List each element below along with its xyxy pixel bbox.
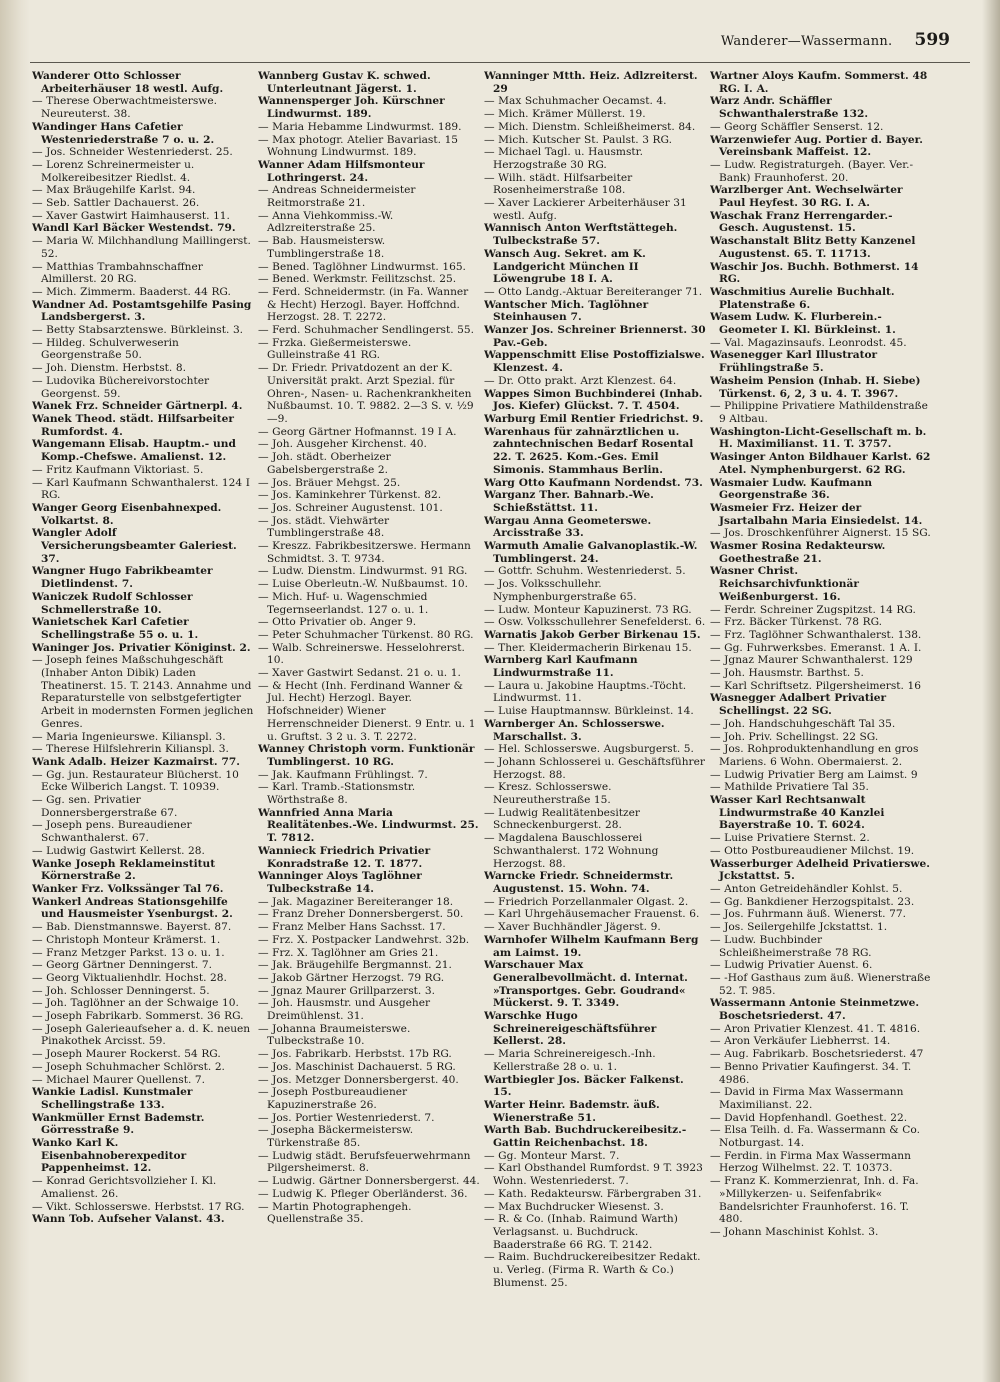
- directory-entry: — Aug. Fabrikarb. Boschetsriederst. 47: [710, 1048, 924, 1061]
- directory-entry: — Xaver Lackierer Arbeiterhäuser 31 westl. Aufg.: [484, 197, 687, 222]
- directory-entry: — Max Buchdrucker Wiesenst. 3.: [484, 1200, 664, 1213]
- directory-entry: — Franz Metzger Parkst. 13 o. u. 1.: [32, 946, 225, 959]
- directory-entry: — Joh. Schlosser Denningerst. 5.: [32, 984, 210, 997]
- directory-entry: Wasinger Anton Bildhauer Karlst. 62 Atel. Nymphenburgerst. 62 RG.: [710, 451, 931, 476]
- directory-entry: Warnberg Karl Kaufmann Lindwurmstraße 11.: [484, 654, 638, 680]
- directory-entry: Wasnegger Adalbert Privatier Schellingst. 22 SG.: [710, 692, 887, 718]
- column-4: [710, 70, 932, 1360]
- directory-entry: — Josepha Bäckermeistersw. Türkenstraße 85.: [258, 1124, 414, 1150]
- directory-entry: Warenhaus für zahnärztlichen u. zahntechnischen Bedarf Rosental 22. T. 2625. Kom.-Ges. Emil Simonis. Stammhaus Berlin.: [484, 425, 694, 476]
- directory-entry: Wangler Adolf Versicherungsbeamter Galeriest. 37.: [32, 527, 237, 565]
- directory-entry: — Jos. Volksschullehr. Nymphenburgerstraße 65.: [484, 578, 637, 603]
- directory-entry: Wann Tob. Aufseher Valanst. 43.: [32, 1213, 225, 1226]
- directory-entry: — Joh. Dienstm. Herbstst. 8.: [32, 362, 186, 375]
- directory-entry: — Bened. Werkmstr. Feilitzschst. 25.: [258, 273, 457, 286]
- directory-entry: — Philippine Privatiere Mathildenstraße 9 Altbau.: [710, 400, 928, 425]
- directory-entry: — Ferdin. in Firma Max Wassermann Herzog Wilhelmst. 22. T. 10373.: [710, 1149, 911, 1175]
- directory-entry: — Mich. Kutscher St. Paulst. 3 RG.: [484, 133, 672, 146]
- directory-entry: Warmuth Amalie Galvanoplastik.-W. Tumblingerst. 24.: [484, 540, 698, 565]
- directory-entry: — Jos. Maschinist Dachauerst. 5 RG.: [258, 1060, 456, 1073]
- directory-entry: — Mich. Huf- u. Wagenschmied Tegernseerlandst. 127 o. u. 1.: [258, 590, 429, 616]
- directory-entry: — Otto Postbureaudiener Milchst. 19.: [710, 844, 915, 857]
- directory-entry: Wannieck Friedrich Privatier Konradstraße 12. T. 1877.: [258, 844, 431, 870]
- directory-entry: — Karl. Tramb.-Stationsmstr. Wörthstraße 8.: [258, 781, 416, 807]
- directory-entry: — Friedrich Porzellanmaler Olgast. 2.: [484, 895, 689, 908]
- directory-entry: — Georg Schäffler Senserst. 12.: [710, 120, 884, 133]
- directory-entry: — Wilh. städt. Hilfsarbeiter Rosenheimerstraße 108.: [484, 171, 633, 197]
- directory-entry: — Ferd. Schuhmacher Sendlingerst. 55.: [258, 324, 474, 337]
- directory-entry: — Frzka. Gießermeisterswe. Gulleinstraße 41 RG.: [258, 336, 412, 362]
- directory-entry: Warzlberger Ant. Wechselwärter Paul Heyfest. 30 RG. I. A.: [710, 184, 903, 210]
- directory-entry: — Bab. Dienstmannswe. Bayerst. 87.: [32, 921, 232, 934]
- directory-entry: Wappenschmitt Elise Postoffizialswe. Klenzest. 4.: [484, 349, 705, 375]
- directory-entry: — Joh. Priv. Schellingst. 22 SG.: [710, 730, 879, 743]
- directory-entry: — Joseph Galerieaufseher a. d. K. neuen Pinakothek Arcisst. 59.: [32, 1022, 251, 1048]
- directory-entry: — Ludovika Büchereivorstochter Georgenst. 59.: [32, 374, 210, 400]
- directory-entry: Wannisch Anton Werftstättegeh. Tulbeckstraße 57.: [484, 222, 678, 248]
- directory-entry: Wansch Aug. Sekret. am K. Landgericht München II Löwengrube 18 I. A.: [484, 247, 646, 286]
- directory-entry: — Bab. Hausmeistersw. Tumblingerstraße 18.: [258, 235, 386, 260]
- directory-entry: — Dr. Friedr. Privatdozent an der K. Universität prakt. Arzt Spezial. für Ohren-, Nasen- u. Rachenkrankheiten Nußbaumst. 10. T. 9882. 2—3 S. v. ½9—9.: [258, 362, 474, 425]
- column-2: [258, 70, 480, 1360]
- directory-entry: Wanietschek Karl Cafetier Schellingstraße 55 o. u. 1.: [32, 616, 199, 641]
- directory-entry: — Mich. Dienstm. Schleißheimerst. 84.: [484, 120, 696, 133]
- directory-entry: Wasem Ludw. K. Flurberein.-Geometer I. Kl. Bürkleinst. 1.: [710, 311, 896, 337]
- directory-entry: — Jos. Rohproduktenhandlung en gros Mariens. 6 Wohn. Obermaierst. 2.: [710, 743, 919, 768]
- directory-entry: — Joseph Maurer Rockerst. 54 RG.: [32, 1048, 221, 1061]
- directory-entry: — Peter Schuhmacher Türkenst. 80 RG.: [258, 628, 474, 641]
- directory-entry: Wasser Karl Rechtsanwalt Lindwurmstraße 40 Kanzlei Bayerstraße 10. T. 6024.: [710, 794, 885, 832]
- directory-entry: Wangemann Elisab. Hauptm.- und Komp.-Chefswe. Amalienst. 12.: [32, 438, 236, 464]
- directory-entry: Wanninger Mtth. Heiz. Adlzreiterst. 29: [484, 70, 698, 95]
- directory-entry: — Andreas Schneidermeister Reitmorstraße 21.: [258, 184, 416, 210]
- directory-entry: — Karl Schriftsetz. Pilgersheimerst. 16: [710, 679, 921, 692]
- directory-entry: — Lorenz Schreinermeister u. Molkereibesitzer Riedlst. 4.: [32, 158, 195, 184]
- directory-entry: — Jos. Fabrikarb. Herbstst. 17b RG.: [258, 1048, 452, 1061]
- page-edge-shadow: [982, 0, 1000, 1382]
- directory-entry: — Gg. Bankdiener Herzogspitalst. 23.: [710, 895, 915, 908]
- directory-entry: — Anton Getreidehändler Kohlst. 5.: [710, 883, 903, 895]
- directory-entry: Warschauer Max Generalbevollmächt. d. Internat. »Transportges. Gebr. Goudrand« Mückerst. 9. T. 3349.: [484, 959, 688, 1010]
- directory-entry: — Joh. Taglöhner an der Schwaige 10.: [32, 997, 239, 1010]
- directory-entry: Wandl Karl Bäcker Westendst. 79.: [32, 222, 236, 235]
- directory-entry: — Ludw. Registraturgeh. (Bayer. Ver.-Bank) Fraunhoferst. 20.: [710, 158, 914, 184]
- directory-entry: — Kath. Redakteursw. Färbergraben 31.: [484, 1187, 702, 1200]
- directory-entry: — Joh. städt. Oberheizer Gabelsbergerstraße 2.: [258, 451, 391, 476]
- directory-entry: Wasenegger Karl Illustrator Frühlingstraße 5.: [710, 349, 878, 375]
- directory-entry: Wank Adalb. Heizer Kazmairst. 77.: [32, 755, 240, 768]
- directory-entry: Wandner Ad. Postamtsgehilfe Pasing Landsbergerst. 3.: [32, 298, 252, 324]
- directory-entry: — Johann Schlosserei u. Geschäftsführer Herzogst. 88.: [484, 755, 705, 781]
- directory-entry: — Gg. sen. Privatier Donnersbergerstraße 67.: [32, 794, 178, 819]
- directory-entry: Wanner Adam Hilfsmonteur Lothringerst. 24.: [258, 158, 425, 184]
- directory-entry: — Joseph Schuhmacher Schlörst. 2.: [32, 1060, 225, 1073]
- directory-entry: Wargau Anna Geometerswe. Arcisstraße 33.: [484, 514, 652, 540]
- directory-entry: — Elsa Teilh. d. Fa. Wassermann & Co. Notburgast. 14.: [710, 1124, 920, 1150]
- directory-entry: — Dr. Otto prakt. Arzt Klenzest. 64.: [484, 374, 677, 387]
- directory-entry: — Joh. Ausgeher Kirchenst. 40.: [258, 438, 427, 451]
- directory-entry: Wartbiegler Jos. Bäcker Falkenst. 15.: [484, 1073, 684, 1099]
- directory-entry: — Joh. Handschuhgeschäft Tal 35.: [710, 717, 896, 730]
- directory-entry: Warg Otto Kaufmann Nordendst. 73.: [484, 476, 703, 489]
- directory-entry: — Mich. Krämer Müllerst. 19.: [484, 108, 646, 121]
- directory-entry: Warburg Emil Rentier Friedrichst. 9.: [484, 412, 704, 425]
- directory-entry: — Magdalena Bauschlosserei Schwanthalerst. 172 Wohnung Herzogst. 88.: [484, 832, 659, 870]
- directory-entry: — Jak. Magaziner Bereiteranger 18.: [258, 895, 454, 908]
- directory-entry: — Hildeg. Schulverweserin Georgenstraße 50.: [32, 336, 179, 362]
- directory-entry: — Ludwig Privatier Auenst. 6.: [710, 959, 873, 972]
- directory-entry: — Xaver Gastwirt Sedanst. 21 o. u. 1.: [258, 667, 461, 680]
- directory-entry: Warz Andr. Schäffler Schwanthalerstraße 132.: [710, 95, 869, 121]
- directory-entry: — Hel. Schlosserswe. Augsburgerst. 5.: [484, 743, 694, 756]
- directory-entry: — Otto Privatier ob. Anger 9.: [258, 616, 417, 629]
- directory-entry: — Ther. Kleidermacherin Birkenau 15.: [484, 641, 692, 654]
- directory-entry: — Martin Photographengeh. Quellenstraße 35.: [258, 1200, 412, 1226]
- directory-entry: Wangner Hugo Fabrikbeamter Dietlindenst. 7.: [32, 565, 213, 591]
- page-header: [480, 30, 950, 58]
- directory-entry: Waninger Jos. Privatier Königinst. 2.: [32, 641, 251, 654]
- directory-entry: Wanek Frz. Schneider Gärtnerpl. 4.: [32, 400, 243, 413]
- directory-entry: Wassermann Antonie Steinmetzwe. Boschetsriederst. 47.: [710, 997, 920, 1023]
- directory-entry: — Raim. Buchdruckereibesitzer Redakt. u. Verleg. (Firma R. Warth & Co.) Blumenst. 25.: [484, 1251, 701, 1289]
- directory-entry: — Kresz. Schlosserswe. Neureutherstraße 15.: [484, 781, 612, 807]
- directory-entry: Wasmer Rosina Redakteursw. Goethestraße 21.: [710, 540, 886, 565]
- directory-entry: — Ludw. Dienstm. Lindwurmst. 91 RG.: [258, 565, 468, 578]
- directory-entry: — Therese Hilfslehrerin Kilianspl. 3.: [32, 743, 229, 756]
- directory-entry: — Osw. Volksschullehrer Senefelderst. 6.: [484, 616, 706, 629]
- directory-entry: Wanney Christoph vorm. Funktionär Tumblingerst. 10 RG.: [258, 743, 475, 768]
- directory-entry: — Jos. Portier Westenriederst. 7.: [258, 1111, 435, 1124]
- directory-entry: — Frz. Taglöhner Schwanthalerst. 138.: [710, 628, 922, 641]
- directory-entry: Waniczek Rudolf Schlosser Schmellerstraße 10.: [32, 590, 193, 616]
- directory-entry: Warnhofer Wilhelm Kaufmann Berg am Laimst. 19.: [484, 933, 699, 959]
- directory-entry: — David in Firma Max Wassermann Maximilianst. 22.: [710, 1086, 904, 1111]
- directory-entry: — Maria Hebamme Lindwurmst. 189.: [258, 120, 462, 133]
- directory-entry: Warnatis Jakob Gerber Birkenau 15.: [484, 628, 701, 641]
- column-1: [32, 70, 254, 1360]
- directory-entry: Warncke Friedr. Schneidermstr. Augustenst. 15. Wohn. 74.: [484, 870, 674, 895]
- directory-entry: — Ludw. Buchbinder Schleißheimerstraße 78 RG.: [710, 933, 872, 959]
- directory-entry: — Georg Viktualienhdlr. Hochst. 28.: [32, 971, 227, 984]
- directory-entry: — Joseph Fabrikarb. Sommerst. 36 RG.: [32, 1010, 244, 1023]
- directory-entry: Waschanstalt Blitz Betty Kanzenel Augustenst. 65. T. 11713.: [710, 235, 916, 260]
- directory-entry: Wanko Karl K. Eisenbahnoberexpeditor Pappenheimst. 12.: [32, 1137, 187, 1175]
- directory-entry: — Michael Tagl. u. Hausmstr. Herzogstraße 30 RG.: [484, 146, 643, 171]
- directory-entry: Wankmüller Ernst Bademstr. Görresstraße 9.: [32, 1111, 205, 1137]
- directory-entry: — Ludwig K. Pfleger Oberländerst. 36.: [258, 1187, 468, 1200]
- running-head: Wanderer—Wassermann.: [720, 34, 893, 49]
- directory-entry: — Xaver Gastwirt Haimhauserst. 11.: [32, 209, 230, 222]
- directory-entry: Warter Heinr. Bademstr. äuß. Wienerstraße 51.: [484, 1098, 660, 1124]
- directory-entry: — Seb. Sattler Dachauerst. 26.: [32, 197, 200, 210]
- directory-entry: — Jos. Bräuer Mehgst. 25.: [258, 476, 401, 489]
- directory-entry: — Anna Viehkommiss.-W. Adlzreiterstraße 25.: [258, 209, 394, 235]
- directory-entry: — Betty Stabsarztenswe. Bürkleinst. 3.: [32, 324, 244, 337]
- directory-entry: — Maria Schreinereigesch.-Inh. Kellerstraße 28 o. u. 1.: [484, 1048, 656, 1073]
- directory-entry: Waschir Jos. Buchh. Bothmerst. 14 RG.: [710, 260, 919, 286]
- directory-entry: Warzenwiefer Aug. Portier d. Bayer. Vereinsbank Maffeist. 12.: [710, 133, 923, 159]
- directory-entry: Warth Bab. Buchdruckereibesitz.-Gattin Reichenbachst. 18.: [484, 1124, 687, 1150]
- directory-entry: — Ludw. Monteur Kapuzinerst. 73 RG.: [484, 603, 692, 616]
- directory-entry: Wanninger Aloys Taglöhner Tulbeckstraße 14.: [258, 870, 422, 895]
- directory-entry: — Val. Magazinsaufs. Leonrodst. 45.: [710, 336, 907, 349]
- directory-entry: — Jos. Kaminkehrer Türkenst. 82.: [258, 489, 442, 502]
- directory-entry: Wandinger Hans Cafetier Westenriederstraße 7 o. u. 2.: [32, 120, 215, 146]
- directory-entry: Warschke Hugo Schreinereigeschäftsführer Kellerst. 28.: [484, 1010, 657, 1048]
- directory-entry: — Ludwig Privatier Berg am Laimst. 9: [710, 768, 918, 781]
- directory-entry: Wasserburger Adelheid Privatierswe. Jckstattst. 5.: [710, 857, 930, 883]
- directory-entry: — Gg. Monteur Marst. 7.: [484, 1149, 620, 1162]
- directory-entry: — Jos. Droschkenführer Aignerst. 15 SG.: [710, 527, 931, 540]
- directory-entry: — Ferd. Schneidermstr. (in Fa. Wanner & Hecht) Herzogl. Bayer. Hoffchnd. Herzogst. 28. T. 2272.: [258, 285, 469, 324]
- directory-entry: — Karl Uhrgehäusemacher Frauenst. 6.: [484, 908, 700, 921]
- directory-entry: — Georg Gärtner Denningerst. 7.: [32, 959, 212, 972]
- directory-entry: — Vikt. Schlosserswe. Herbstst. 17 RG.: [32, 1200, 245, 1213]
- directory-entry: — Laura u. Jakobine Hauptms.-Töcht. Lindwurmst. 11.: [484, 679, 687, 705]
- directory-entry: — Jos. Fuhrmann äuß. Wienerst. 77.: [710, 908, 906, 921]
- directory-entry: — Matthias Trambahnschaffner Almillerst. 20 RG.: [32, 260, 203, 286]
- directory-entry: — Joseph feines Maßschuhgeschäft (Inhaber Anton Dibik) Laden Theatinerst. 15. T. 2143. Annahme und Reparaturstelle von selbstgefertigter Arbeit in modernsten Formen jeglichen Genres.: [32, 654, 254, 730]
- directory-entry: — Maria Ingenieurswe. Kilianspl. 3.: [32, 730, 226, 743]
- directory-entry: — Joh. Hausmstr. und Ausgeher Dreimühlenst. 31.: [258, 997, 431, 1023]
- directory-entry: Washeim Pension (Inhab. H. Siebe) Türkenst. 6, 2, 3 u. 4. T. 3967.: [710, 374, 921, 400]
- directory-entry: Wankie Ladisl. Kunstmaler Schellingstraße 133.: [32, 1086, 193, 1111]
- directory-entry: — Ferdr. Schreiner Zugspitzst. 14 RG.: [710, 603, 916, 616]
- directory-entry: Wasmeier Frz. Heizer der Jsartalbahn Maria Einsiedelst. 14.: [710, 501, 923, 527]
- directory-entry: — Kreszz. Fabrikbesitzerswe. Hermann Schmidtst. 3. T. 9734.: [258, 540, 471, 565]
- directory-entry: — Jakob Gärtner Herzogst. 79 RG.: [258, 971, 445, 984]
- directory-entry: — Gg. jun. Restaurateur Blücherst. 10 Ecke Wilberich Langst. T. 10939.: [32, 768, 239, 794]
- directory-entry: — Karl Obsthandel Rumfordst. 9 T. 3923 Wohn. Westenriederst. 7.: [484, 1162, 703, 1188]
- directory-entry: — Franz K. Kommerzienrat, Inh. d. Fa. »Millykerzen- u. Seifenfabrik« Bandelsrichter Fraunhoferst. 16. T. 480.: [710, 1175, 919, 1226]
- directory-entry: — Ludwig. Gärtner Donnersbergerst. 44.: [258, 1175, 480, 1188]
- directory-entry: Wappes Simon Buchbinderei (Inhab. Jos. Kiefer) Glückst. 7. T. 4504.: [484, 387, 703, 413]
- directory-entry: — Ludwig städt. Berufsfeuerwehrmann Pilgersheimerst. 8.: [258, 1149, 471, 1175]
- directory-entry: — Therese Oberwachtmeisterswe. Neureuterst. 38.: [32, 95, 217, 121]
- directory-entry: — R. & Co. (Inhab. Raimund Warth) Verlagsanst. u. Buchdruck. Baaderstraße 66 RG. T. 2142.: [484, 1213, 678, 1251]
- directory-entry: — Jos. Schreiner Augustenst. 101.: [258, 501, 443, 514]
- directory-entry: — Gottfr. Schuhm. Westenriederst. 5.: [484, 565, 686, 578]
- directory-entry: Warganz Ther. Bahnarb.-We. Schießstättst. 11.: [484, 489, 654, 514]
- column-3: [484, 70, 706, 1360]
- directory-entry: — Johanna Braumeisterswe. Tulbeckstraße 10.: [258, 1022, 411, 1048]
- directory-entry: — David Hopfenhandl. Goethest. 22.: [710, 1111, 908, 1124]
- directory-entry: — Mich. Zimmerm. Baaderst. 44 RG.: [32, 285, 231, 298]
- directory-entry: — Johann Maschinist Kohlst. 3.: [710, 1225, 879, 1238]
- directory-entry: Wanker Frz. Volkssänger Tal 76.: [32, 883, 224, 895]
- directory-entry: — Otto Landg.-Aktuar Bereiteranger 71.: [484, 285, 703, 298]
- directory-entry: — Jak. Bräugehilfe Bergmannst. 21.: [258, 959, 452, 972]
- directory-entry: — Fritz Kaufmann Viktoriast. 5.: [32, 463, 204, 476]
- directory-entry: — Jos. Seilergehilfe Jckstattst. 1.: [710, 921, 888, 934]
- directory-entry: — Max photogr. Atelier Bavariast. 15 Wohnung Lindwurmst. 189.: [258, 133, 459, 159]
- directory-entry: — Jos. städt. Viehwärter Tumblingerstraße 48.: [258, 514, 390, 540]
- directory-entry: — Max Bräugehilfe Karlst. 94.: [32, 184, 196, 197]
- directory-entry: Wasner Christ. Reichsarchivfunktionär Weißenburgerst. 16.: [710, 565, 859, 603]
- directory-entry: — Ludwig Realitätenbesitzer Schneckenburgerst. 28.: [484, 806, 640, 832]
- directory-entry: — Jak. Kaufmann Frühlingst. 7.: [258, 768, 428, 781]
- directory-entry: — Jos. Schneider Westenriederst. 25.: [32, 146, 233, 159]
- directory-entry: Wankerl Andreas Stationsgehilfe und Hausmeister Ysenburgst. 2.: [32, 895, 233, 921]
- directory-entry: Waschak Franz Herrengarder.-Gesch. Augustenst. 15.: [710, 209, 893, 235]
- directory-entry: Wanzer Jos. Schreiner Briennerst. 30 Pav.-Geb.: [484, 324, 706, 349]
- directory-entry: — Frz. X. Taglöhner am Gries 21.: [258, 946, 439, 959]
- directory-entry: Wantscher Mich. Taglöhner Steinhausen 7.: [484, 298, 649, 324]
- directory-entry: — Frz. Bäcker Türkenst. 78 RG.: [710, 616, 883, 629]
- directory-entry: — Christoph Monteur Krämerst. 1.: [32, 933, 221, 946]
- directory-entry: — Michael Maurer Quellenst. 7.: [32, 1073, 206, 1086]
- directory-entry: — -Hof Gasthaus zum äuß. Wienerstraße 52. T. 985.: [710, 971, 931, 997]
- directory-entry: — Aron Privatier Klenzest. 41. T. 4816.: [710, 1022, 921, 1035]
- directory-entry: Wanderer Otto Schlosser Arbeiterhäuser 18 westl. Aufg.: [32, 70, 224, 95]
- directory-entry: — Franz Dreher Donnersbergerst. 50.: [258, 908, 464, 921]
- directory-entry: Wannfried Anna Maria Realitätenbes.-We. Lindwurmst. 25. T. 7812.: [258, 806, 479, 845]
- directory-entry: — Ludwig Gastwirt Kellerst. 28.: [32, 844, 205, 857]
- header-rule: [30, 62, 970, 63]
- directory-entry: Wannensperger Joh. Kürschner Lindwurmst. 189.: [258, 95, 445, 121]
- directory-entry: — Joh. Hausmstr. Barthst. 5.: [710, 667, 864, 680]
- directory-entry: — Xaver Buchhändler Jägerst. 9.: [484, 921, 661, 934]
- page-gutter: [0, 0, 30, 1382]
- directory-entry: — Konrad Gerichtsvollzieher I. Kl. Amalienst. 26.: [32, 1175, 217, 1200]
- directory-entry: Wanek Theod. städt. Hilfsarbeiter Rumfordst. 4.: [32, 412, 234, 438]
- directory-entry: — Jgnaz Maurer Schwanthalerst. 129: [710, 654, 913, 667]
- directory-entry: — Jos. Metzger Donnersbergerst. 40.: [258, 1073, 459, 1086]
- directory-entry: — Joseph pens. Bureaudiener Schwanthalerst. 67.: [32, 819, 192, 845]
- directory-entry: Wartner Aloys Kaufm. Sommerst. 48 RG. I. A.: [710, 70, 928, 95]
- directory-entry: Washington-Licht-Gesellschaft m. b. H. Maximilianst. 11. T. 3757.: [710, 425, 927, 451]
- directory-entry: — Karl Kaufmann Schwanthalerst. 124 I RG.: [32, 476, 250, 502]
- directory-entry: Waschmitius Aurelie Buchhalt. Platenstraße 6.: [710, 285, 895, 311]
- directory-entry: — & Hecht (Inh. Ferdinand Wanner & Jul. Hecht) Herzogl. Bayer. Hofschneider) Wiener Herrenschneider Dienerst. 9 Entr. u. 1 u. Gruftst. 3 2 u. 3. T. 2272.: [258, 679, 476, 743]
- directory-entry: — Jgnaz Maurer Grillparzerst. 3.: [258, 984, 435, 997]
- directory-entry: Warnberger An. Schlosserswe. Marschallst. 3.: [484, 717, 665, 743]
- directory-entry: — Franz Melber Hans Sachsst. 17.: [258, 921, 446, 934]
- directory-entry: — Benno Privatier Kaufingerst. 34. T. 4986.: [710, 1060, 912, 1086]
- directory-entry: — Max Schuhmacher Oecamst. 4.: [484, 95, 667, 108]
- directory-entry: — Maria W. Milchhandlung Maillingerst. 52.: [32, 235, 251, 260]
- page-number: 599: [914, 30, 950, 50]
- directory-entry: — Georg Gärtner Hofmannst. 19 I A.: [258, 425, 457, 438]
- directory-entry: — Walb. Schreinerswe. Hesselohrerst. 10.: [258, 641, 465, 667]
- directory-entry: — Gg. Fuhrwerksbes. Emeranst. 1 A. I.: [710, 641, 922, 654]
- directory-entry: Wannberg Gustav K. schwed. Unterleutnant Jägerst. 1.: [258, 70, 431, 95]
- directory-entry: — Aron Verkäufer Liebherrst. 14.: [710, 1035, 891, 1048]
- directory-entry: — Luise Privatiere Sternst. 2.: [710, 832, 870, 845]
- directory-entry: — Mathilde Privatiere Tal 35.: [710, 781, 869, 794]
- directory-entry: — Frz. X. Postpacker Landwehrst. 32b.: [258, 933, 470, 946]
- directory-entry: — Joseph Postbureaudiener Kapuzinerstraße 26.: [258, 1086, 408, 1111]
- directory-entry: Wasmaier Ludw. Kaufmann Georgenstraße 36.: [710, 476, 873, 502]
- directory-entry: Wanger Georg Eisenbahnexped. Volkartst. 8.: [32, 501, 222, 527]
- directory-entry: — Luise Oberleutn.-W. Nußbaumst. 10.: [258, 578, 468, 591]
- directory-entry: — Bened. Taglöhner Lindwurmst. 165.: [258, 260, 466, 273]
- directory-entry: — Luise Hauptmannsw. Bürkleinst. 14.: [484, 705, 694, 718]
- directory-entry: Wanke Joseph Reklameinstitut Körnerstraße 2.: [32, 857, 216, 883]
